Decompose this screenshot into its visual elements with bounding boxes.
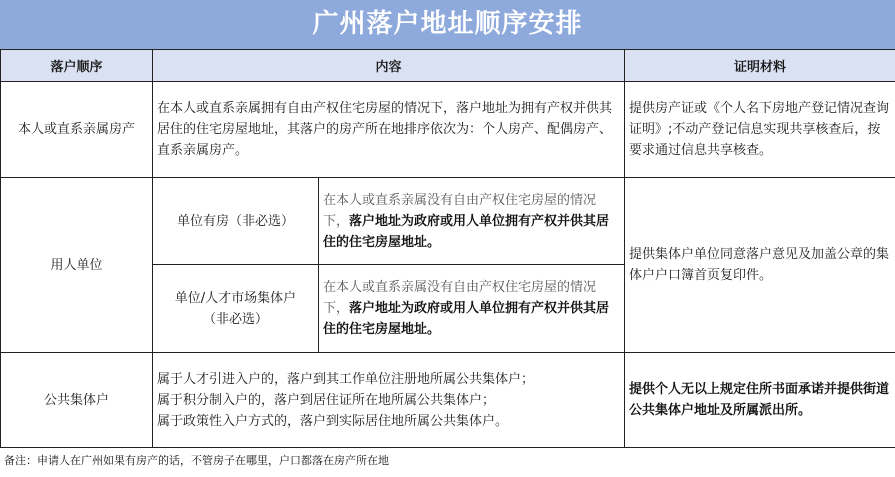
footnote: 备注：申请人在广州如果有房产的话，不管房子在哪里，户口都落在房产所在地 [4, 454, 389, 467]
category-public: 公共集体户 [1, 353, 153, 448]
table-row-public [1, 353, 895, 448]
sub-label-employer-house: 单位有房（非必选） [153, 178, 319, 265]
content-employer-house [319, 178, 625, 265]
sub-label-line2: （非必选） [202, 311, 268, 327]
public-line-1: 属于人才引进入户的，落户到其工作单位注册地所属公共集体户； [157, 371, 535, 387]
content-public [153, 353, 625, 448]
table-row-employer-house [1, 178, 895, 265]
public-line-3: 属于政策性入户方式的，落户到实际居住地所属公共集体户。 [157, 413, 509, 429]
proof-public: 提供个人无以上规定住所书面承诺并提供街道公共集体户地址及所属派出所。 [625, 353, 895, 448]
content-bold: 落户地址为政府或用人单位拥有产权并供其居住的住宅房屋地址。 [323, 301, 610, 337]
content-employer-collective [319, 265, 625, 353]
sub-label-line1: 单位/人才市场集体户 [174, 290, 297, 306]
header-order: 落户顺序 [1, 50, 153, 82]
public-line-2: 属于积分制入户的，落户到居住证所在地所属公共集体户； [157, 392, 496, 408]
settlement-table [0, 49, 895, 448]
category-self: 本人或直系亲属房产 [1, 82, 153, 178]
content-plain: 在本人或直系亲属没有自由产权住宅房屋的情况下， [323, 192, 597, 229]
page-title: 广州落户地址顺序安排 [0, 0, 895, 49]
proof-employer: 提供集体户单位同意落户意见及加盖公章的集体户户口簿首页复印件。 [625, 178, 895, 353]
sub-label-employer-collective [153, 265, 319, 353]
table-row-self [1, 82, 895, 178]
header-proof: 证明材料 [625, 50, 895, 82]
content-bold: 落户地址为政府或用人单位拥有产权并供其居住的住宅房屋地址。 [323, 213, 610, 250]
content-self: 在本人或直系亲属拥有自由产权住宅房屋的情况下，落户地址为拥有产权并供其居住的住宅房屋地址，其落户的房产所在地排序依次为：个人房产、配偶房产、直系亲属房产。 [153, 82, 625, 178]
category-employer: 用人单位 [1, 178, 153, 353]
proof-self: 提供房产证或《个人名下房地产登记情况查询证明》;不动产登记信息实现共享核查后，按要求通过信息共享核查。 [625, 82, 895, 178]
header-content: 内容 [153, 50, 625, 82]
content-plain: 在本人或直系亲属没有自由产权住宅房屋的情况下， [323, 280, 597, 316]
header-row [1, 50, 895, 82]
